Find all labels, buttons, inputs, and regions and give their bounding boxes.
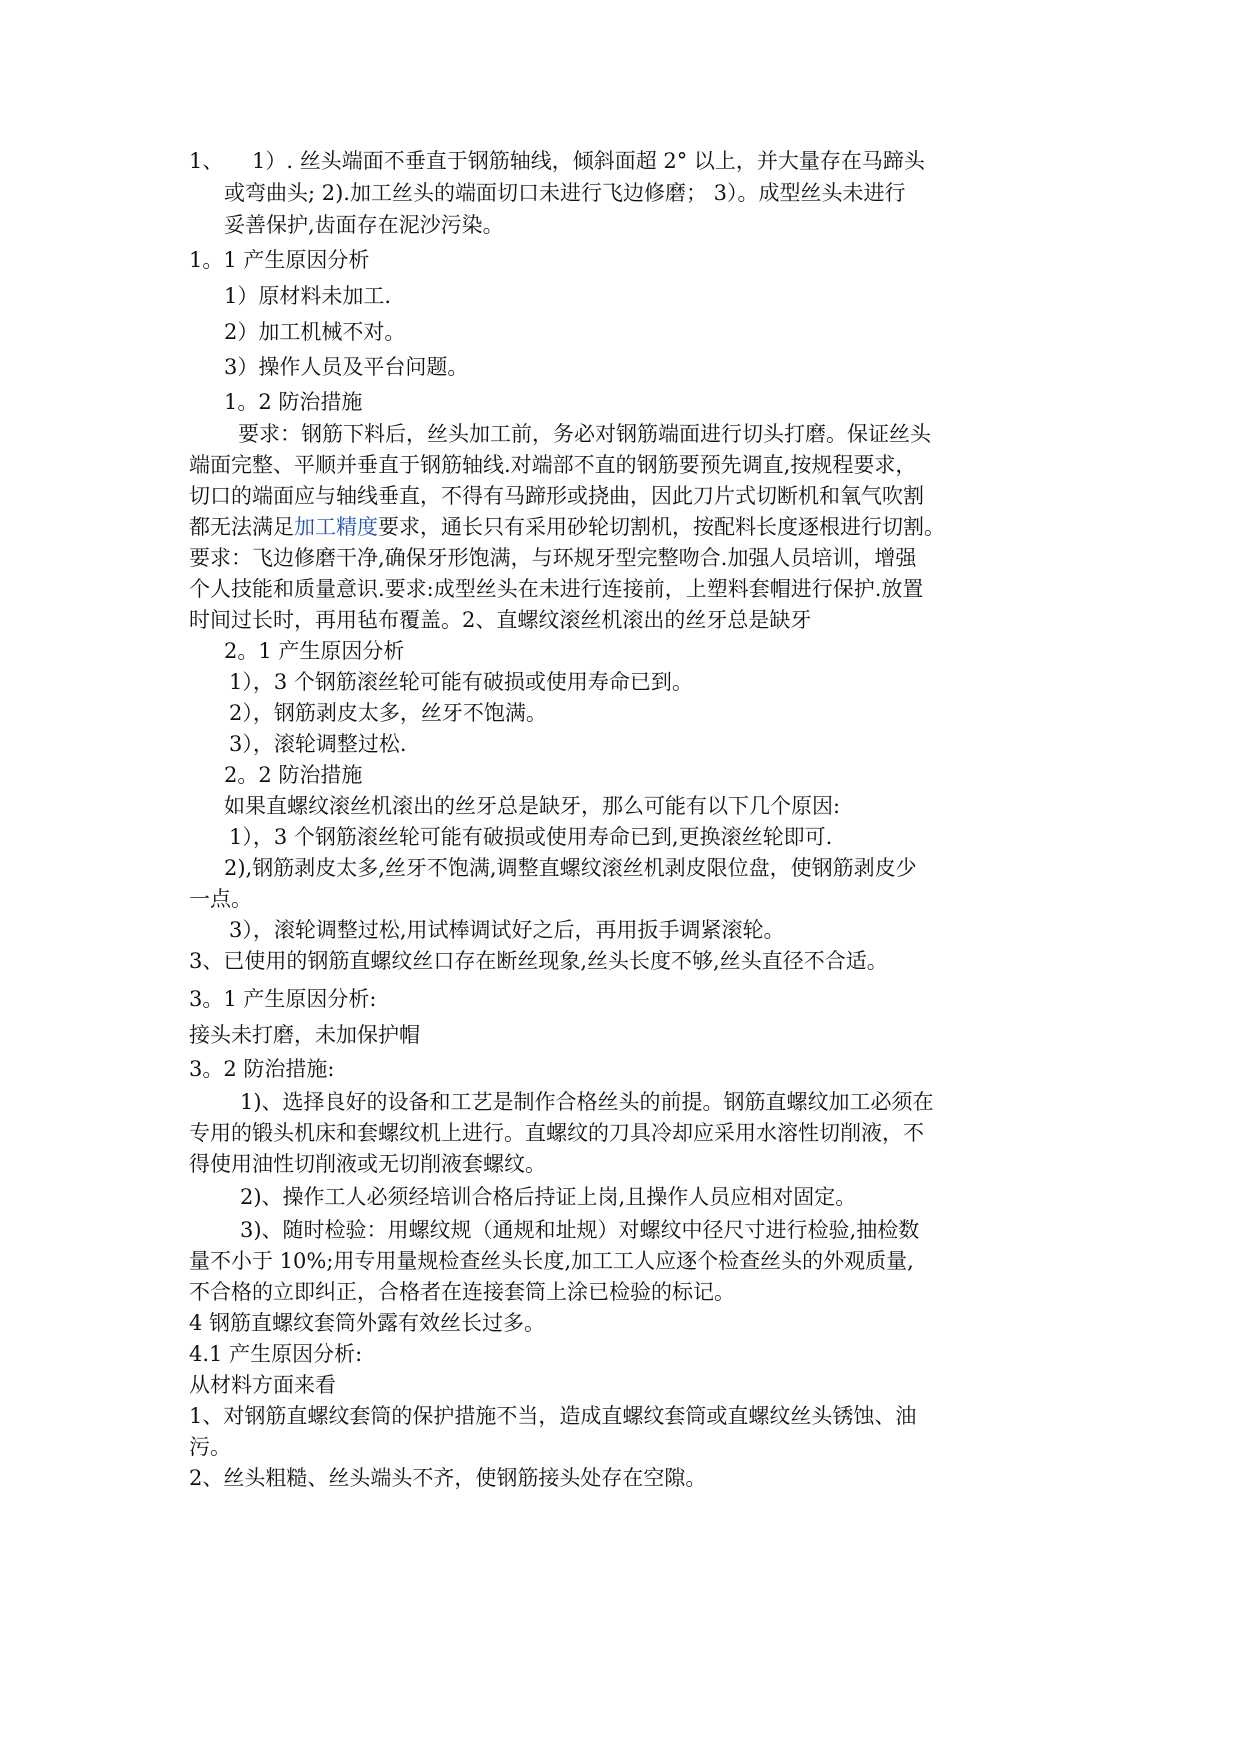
section-2-1-heading: 2。1 产生原因分析 <box>224 639 405 663</box>
section-4-title: 4 钢筋直螺纹套筒外露有效丝长过多。 <box>189 1311 546 1335</box>
s1-2-line6: 个人技能和质量意识.要求:成型丝头在未进行连接前，上塑料套帽进行保护.放置 <box>189 577 924 601</box>
item1-line3: 妥善保护,齿面存在泥沙污染。 <box>224 213 504 237</box>
s1-1-item-1: 1）原材料未加工. <box>224 284 392 308</box>
s4-1-item1-line1: 1、对钢筋直螺纹套筒的保护措施不当，造成直螺纹套筒或直螺纹丝头锈蚀、油 <box>189 1404 917 1428</box>
s2-2-line2: 1），3 个钢筋滚丝轮可能有破损或使用寿命已到,更换滚丝轮即可. <box>229 825 833 849</box>
s1-2-line4-pre: 都无法满足 <box>189 515 294 539</box>
item1-number: 1、 <box>189 149 224 173</box>
section-3-title: 3、已使用的钢筋直螺纹丝口存在断丝现象,丝头长度不够,丝头直径不合适。 <box>189 949 888 973</box>
s4-1-sub: 从材料方面来看 <box>189 1373 336 1397</box>
s2-1-item-2: 2），钢筋剥皮太多，丝牙不饱满。 <box>229 701 547 725</box>
item1-line1: 1）. 丝头端面不垂直于钢筋轴线，倾斜面超 2° 以上，并大量存在马蹄头 <box>252 149 925 173</box>
section-1-2-heading: 1。2 防治措施 <box>224 390 363 414</box>
s1-2-line4-post: 要求，通长只有采用砂轮切割机，按配料长度逐根进行切割。 <box>378 515 945 539</box>
s2-1-item-3: 3），滚轮调整过松. <box>229 732 407 756</box>
section-2-2-heading: 2。2 防治措施 <box>224 763 363 787</box>
s1-2-line4 <box>189 514 945 540</box>
s2-1-item-1: 1），3 个钢筋滚丝轮可能有破损或使用寿命已到。 <box>229 670 693 694</box>
s3-2-p3-line1: 3)、随时检验：用螺纹规（通规和址规）对螺纹中径尺寸进行检验,抽检数 <box>240 1218 920 1242</box>
section-1-1-heading: 1。1 产生原因分析 <box>189 248 370 272</box>
s2-2-line5: 3），滚轮调整过松,用试棒调试好之后，再用扳手调紧滚轮。 <box>229 918 785 942</box>
s1-2-line1: 要求：钢筋下料后，丝头加工前，务必对钢筋端面进行切头打磨。保证丝头 <box>238 422 931 446</box>
section-4-1-heading: 4.1 产生原因分析: <box>189 1342 363 1366</box>
s2-2-line3: 2),钢筋剥皮太多,丝牙不饱满,调整直螺纹滚丝机剥皮限位盘，使钢筋剥皮少 <box>224 856 917 880</box>
item1-line2: 或弯曲头; 2).加工丝头的端面切口未进行飞边修磨； 3）。成型丝头未进行 <box>224 181 906 205</box>
machining-precision-link[interactable]: 加工精度 <box>294 515 378 539</box>
s2-2-line1: 如果直螺纹滚丝机滚出的丝牙总是缺牙，那么可能有以下几个原因: <box>224 794 841 818</box>
s1-2-line5: 要求：飞边修磨干净,确保牙形饱满，与环规牙型完整吻合.加强人员培训，增强 <box>189 546 917 570</box>
s3-2-p3-line3: 不合格的立即纠正，合格者在连接套筒上涂已检验的标记。 <box>189 1280 735 1304</box>
s4-1-item1-line2: 污。 <box>189 1435 231 1459</box>
s3-2-p1-line3: 得使用油性切削液或无切削液套螺纹。 <box>189 1152 546 1176</box>
s3-1-cause: 接头未打磨，未加保护帽 <box>189 1023 420 1047</box>
s3-2-p1-line2: 专用的锻头机床和套螺纹机上进行。直螺纹的刀具冷却应采用水溶性切削液，不 <box>189 1121 924 1145</box>
s3-2-p3-line2: 量不小于 10%;用专用量规检查丝头长度,加工工人应逐个检查丝头的外观质量, <box>189 1249 914 1273</box>
section-3-1-heading: 3。1 产生原因分析: <box>189 987 377 1011</box>
s1-2-line3: 切口的端面应与轴线垂直，不得有马蹄形或挠曲，因此刀片式切断机和氧气吹割 <box>189 484 924 508</box>
s1-1-item-3: 3）操作人员及平台问题。 <box>224 355 469 379</box>
s3-2-p2: 2)、操作工人必须经培训合格后持证上岗,且操作人员应相对固定。 <box>240 1185 857 1209</box>
s4-1-item2: 2、丝头粗糙、丝头端头不齐，使钢筋接头处存在空隙。 <box>189 1466 707 1490</box>
s1-2-line7: 时间过长时，再用毡布覆盖。2、直螺纹滚丝机滚出的丝牙总是缺牙 <box>189 608 812 632</box>
s1-2-line2: 端面完整、平顺并垂直于钢筋轴线.对端部不直的钢筋要预先调直,按规程要求， <box>189 453 917 477</box>
s1-1-item-2: 2）加工机械不对。 <box>224 320 406 344</box>
s3-2-p1-line1: 1)、选择良好的设备和工艺是制作合格丝头的前提。钢筋直螺纹加工必须在 <box>240 1090 934 1114</box>
s2-2-line4: 一点。 <box>189 887 252 911</box>
section-3-2-heading: 3。2 防治措施: <box>189 1057 335 1081</box>
